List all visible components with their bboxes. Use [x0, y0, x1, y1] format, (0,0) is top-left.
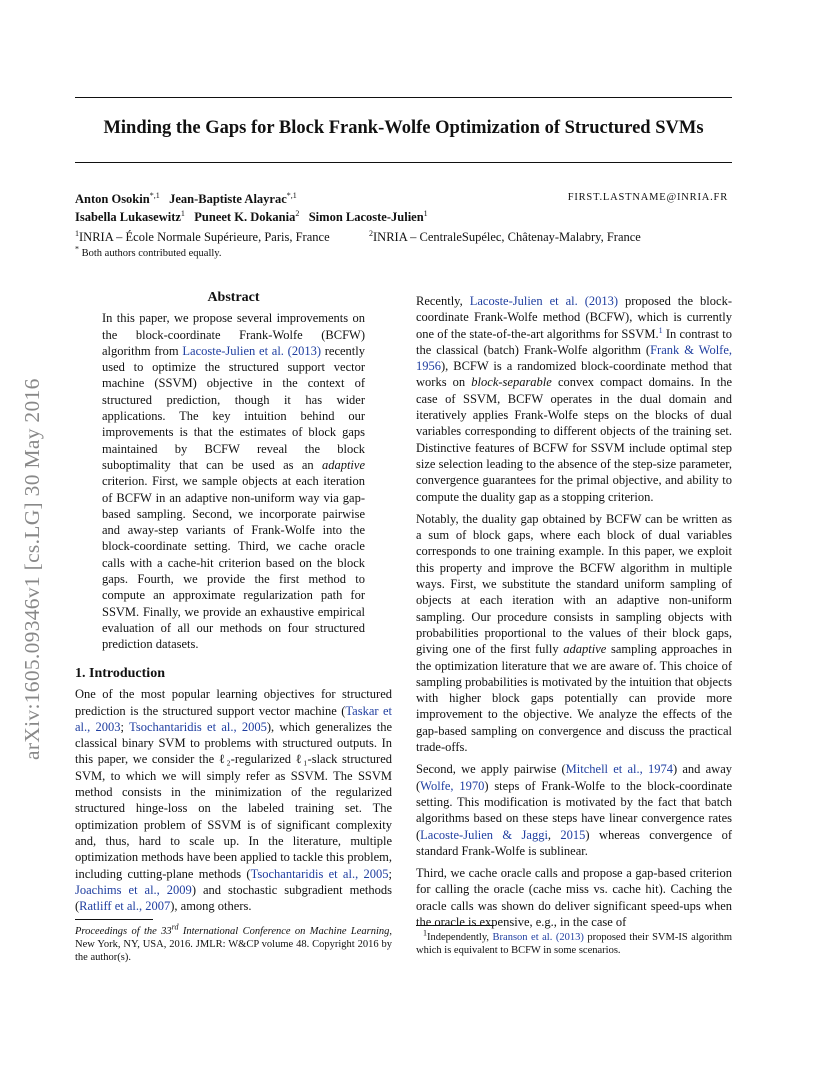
text: ) and away (	[416, 762, 732, 793]
proceedings-note	[75, 922, 392, 964]
author-name: Jean-Baptiste Alayrac	[169, 192, 287, 206]
affil-sup: 2	[369, 228, 373, 238]
introduction	[75, 666, 392, 920]
author-sup: *,1	[286, 190, 297, 200]
paper-title: Minding the Gaps for Block Frank-Wolfe Optimization of Structured SVMs	[103, 118, 704, 138]
abstract	[102, 290, 365, 653]
citation-link[interactable]: Ratliff et al., 2007	[79, 899, 171, 914]
author-name: Anton Osokin	[75, 192, 150, 206]
text: Third, we cache oracle calls and propose a gap-based criterion for calling the oracle (cache miss vs. cache hit). Caching the oracle calls was shown do deliver significant speed-ups when the oracle is expensive, e.g., in the case of	[416, 866, 732, 929]
author-name: Simon Lacoste-Julien	[308, 210, 424, 224]
equal-text: Both authors contributed equally.	[81, 248, 222, 259]
text: Notably, the duality gap obtained by BCFW can be written as a sum of block gaps, where each block of dual variables corresponds to one training example. In this paper, we exploit this property and improve the BCFW algorithm in multiple ways. First, we substitute the standard uniform sampling of objects at each iteration with an adaptive non-uniform sampling. Our procedure consists in sampling objects with probabilities proportional to the values of their block gaps, giving one of the first fully	[416, 511, 732, 657]
emphasis: adaptive	[563, 642, 607, 657]
author-sup: 1	[180, 208, 185, 218]
intro-text: ) and stochastic subgradient methods (	[75, 882, 392, 914]
footnote-rule-right	[416, 925, 494, 926]
paragraph-2	[416, 511, 732, 755]
footnote-sup: 1	[423, 928, 428, 938]
footnote-rule-left	[75, 919, 153, 920]
citation-link[interactable]: Lacoste-Julien et al. (2013)	[182, 343, 321, 358]
author-sup: 1	[423, 208, 428, 218]
text: ) whereas convergence of standard Frank-Wolfe is sublinear.	[416, 827, 732, 858]
intro-text: ), which generalizes the classical binary SVM to problems with structured outputs. In this paper, we consider the ℓ₂-regularized ℓ₁-slack structured SVM, to which we will simply refer as SSVM. The SSVM method consists in the minimization of the regularized structured hinge-loss on the labeled training set. The optimization problem of SSVM is of significant complexity and, thus, hard to scale up. In the literature, multiple optimization methods have been applied to tackle this problem, including cutting-plane methods (	[75, 719, 392, 881]
abstract-body	[102, 310, 365, 652]
right-column	[416, 293, 732, 936]
paragraph-3	[416, 761, 732, 859]
intro-text: ), among others.	[170, 899, 252, 914]
abstract-text: In this paper, we propose several improvements on the block-coordinate Frank-Wolfe (BCFW) algorithm from	[102, 311, 365, 358]
proceedings-part: International Conference on Machine Learning	[178, 926, 390, 937]
abstract-text: criterion. First, we sample objects at each iteration of BCFW in an adaptive non-uniform way via gap-based sampling. Second, we incorporate pairwise and away-step variants of Frank-Wolfe into the block-coordinate setting. Third, we cache oracle calls with a cache-hit criterion based on the block gaps. Fourth, we provide the first method to compute an approximate regularization path for SSVM. Finally, we provide an exhaustive empirical evaluation of all our methods on four structured prediction datasets.	[102, 474, 365, 652]
affil-text: INRIA – CentraleSupélec, Châtenay-Malabry, France	[373, 230, 641, 244]
citation-link[interactable]: Mitchell et al., 1974	[565, 762, 673, 777]
footnote-1	[416, 928, 732, 957]
author-sup: *,1	[149, 190, 160, 200]
text: convex compact domains. In the case of SSVM, BCFW operates in the dual domain and iteratively applies Frank-Wolfe steps on the blocks of dual variables corresponding to different objects of the training set. Distinctive features of BCFW for SSVM include optimal step size selection leading to the absence of the step-size parameter, convergence guarantees for the primal objective, and ability to compute the duality gap as a stopping criterion.	[416, 375, 733, 504]
affiliation-2	[369, 230, 641, 245]
text: ,	[547, 827, 561, 842]
citation-link[interactable]: Joachims et al., 2009	[75, 882, 192, 897]
text: ), BCFW is a randomized block-coordinate method that works on	[416, 359, 732, 390]
footnote-text: proposed their SVM-IS algorithm which is equivalent to BCFW in some scenarios.	[416, 932, 732, 956]
proceedings-sup: rd	[171, 922, 179, 932]
text: Second, we apply pairwise (	[416, 762, 566, 777]
contact-email: FIRST.LASTNAME@INRIA.FR	[567, 192, 728, 203]
affil-text: INRIA – École Normale Supérieure, Paris, France	[79, 230, 330, 244]
equal-contribution-note	[75, 244, 222, 259]
citation-link[interactable]: Tsochantaridis et al., 2005	[129, 719, 267, 734]
affil-sup: 1	[75, 228, 79, 238]
affiliation-1	[75, 230, 330, 245]
text: proposed the block-coordinate Frank-Wolfe method (BCFW), which is currently one of the state-of-the-art algorithms for SSVM.	[416, 294, 732, 341]
author-line-2	[75, 210, 428, 225]
text: Recently,	[416, 294, 470, 308]
intro-text: ;	[120, 719, 130, 734]
proceedings-part: , New York, NY, USA, 2016. JMLR: W&CP volume 48. Copyright 2016 by the author(s).	[75, 926, 392, 963]
proceedings-part: Proceedings of the 33	[75, 926, 172, 937]
intro-text: ;	[388, 866, 392, 881]
footnote-marker[interactable]: 1	[658, 325, 663, 335]
text: sampling approaches in the optimization literature that we are aware of. This choice of sampling probabilities is motivated by the intuition that objects with higher block gaps potentially can provide more improvement to the objective. We analyze the effects of the gap-based sampling on convergence and discuss the practical trade-offs.	[416, 642, 733, 755]
section-heading: 1. Introduction	[75, 666, 165, 681]
text: In contrast to the classical (batch) Frank-Wolfe algorithm (	[416, 326, 732, 357]
abstract-text: recently used to optimize the structured support vector machine (SSVM) objective in the context of structured prediction, though it has wider applications. The key intuition behind our improvements is that the estimates of block gaps maintained by BCFW reveal the block suboptimality that can be used as an	[102, 343, 366, 472]
equal-sup: *	[75, 244, 79, 254]
footnote-text: Independently,	[427, 932, 493, 943]
citation-link[interactable]: Taskar et al., 2003	[75, 703, 392, 734]
author-name: Puneet K. Dokania	[194, 210, 296, 224]
citation-link[interactable]: Wolfe, 1970	[420, 778, 485, 793]
abstract-emphasis: adaptive	[321, 457, 365, 472]
proceedings-text	[75, 922, 390, 937]
citation-link[interactable]: Lacoste-Julien et al. (2013)	[469, 294, 619, 308]
paragraph-1	[416, 293, 732, 505]
text: ) steps of Frank-Wolfe to the block-coordinate setting. This modification is motivated by the fact that batch algorithms based on these steps have linear convergence rates (	[416, 778, 733, 842]
citation-link[interactable]: Frank & Wolfe, 1956	[416, 342, 733, 374]
citation-link[interactable]: Branson et al. (2013)	[492, 932, 584, 943]
intro-paragraph	[75, 686, 392, 914]
title-bottom-rule	[75, 162, 732, 163]
author-line-1	[75, 192, 297, 207]
paragraph-4	[416, 865, 732, 930]
abstract-heading: Abstract	[207, 290, 260, 305]
author-sup: 2	[295, 208, 300, 218]
author-name: Isabella Lukasewitz	[75, 210, 181, 224]
citation-link[interactable]: Lacoste-Julien & Jaggi	[420, 827, 548, 842]
intro-text: One of the most popular learning objectives for structured prediction is the structured support vector machine (	[75, 687, 392, 718]
citation-link[interactable]: 2015	[560, 827, 586, 842]
arxiv-side-stamp: arXiv:1605.09346v1 [cs.LG] 30 May 2016	[20, 378, 44, 760]
emphasis: block-separable	[471, 375, 552, 390]
top-rule	[75, 97, 732, 98]
citation-link[interactable]: Tsochantaridis et al., 2005	[250, 866, 389, 881]
